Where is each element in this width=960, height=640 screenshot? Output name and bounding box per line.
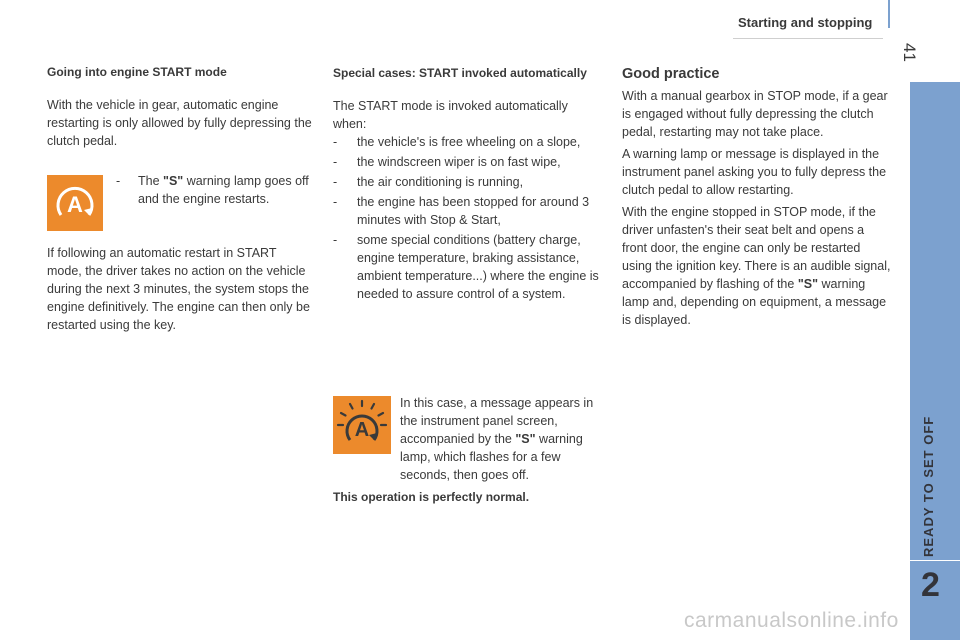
- col2-intro-block: [333, 97, 603, 133]
- icon-letter: A: [354, 419, 370, 441]
- bullet-text-pre: The: [138, 174, 164, 188]
- col2-closing-block: [333, 488, 605, 506]
- para3-text-pre: With the engine stopped in STOP mode, if the driver unfasten's their seat belt and opens a front door, the engine can only be restarted using the ignition key. There is an audible signal, accompanied by flashing of the: [622, 205, 891, 291]
- col2-note: [400, 394, 605, 484]
- col1-bullet: [116, 172, 316, 208]
- col2-condition-list: [333, 133, 605, 303]
- list-item: - some special conditions (battery charge, engine temperature, braking assistance, ambient temperature...) where the engine is needed to assure control of a system.: [333, 231, 605, 303]
- col1-heading: Going into engine START mode: [47, 65, 227, 79]
- auto-restart-flashing-icon: [333, 396, 391, 454]
- para3-text-post: warning lamp and, depending on equipment, a message is displayed.: [622, 277, 887, 327]
- col1-para2-block: [47, 244, 312, 334]
- chapter-title: READY TO SET OFF: [921, 415, 936, 557]
- auto-stop-start-icon: [47, 175, 103, 231]
- list-item: - the vehicle's is free wheeling on a slope,: [333, 133, 605, 151]
- col2-intro: The START mode is invoked automatically when:: [333, 99, 568, 131]
- col2-closing: This operation is perfectly normal.: [333, 490, 530, 504]
- col1-para2: If following an automatic restart in START mode, the driver takes no action on the vehicle during the next 3 minutes, the system stops the engine definitively. The engine can then only be restarted using the key.: [47, 246, 310, 332]
- list-item: - the windscreen wiper is on fast wipe,: [333, 153, 605, 171]
- col1-bullet-text: [116, 172, 316, 208]
- list-item: - the air conditioning is running,: [333, 173, 605, 191]
- bullet-text-post: warning lamp goes off and the engine restarts.: [138, 174, 309, 206]
- col3-para1: With a manual gearbox in STOP mode, if a gear is engaged without fully depressing the clutch pedal, restarting may not take place.: [622, 89, 888, 139]
- col3-heading-block: [622, 65, 892, 83]
- note-text-post: warning lamp, which flashes for a few seconds, then goes off.: [400, 432, 583, 482]
- bullet-text-bold: "S": [163, 174, 184, 188]
- icon-letter: A: [67, 192, 83, 217]
- col1-para1-block: [47, 96, 317, 150]
- col2-note-block: [400, 394, 605, 484]
- list-item: - the engine has been stopped for around 3 minutes with Stop & Start,: [333, 193, 605, 229]
- header-accent-bar: [888, 0, 890, 28]
- header-divider: [733, 38, 883, 39]
- note-text-pre: In this case, a message appears in the instrument panel screen, accompanied by the: [400, 396, 594, 446]
- col3-para3: [622, 203, 892, 329]
- col2-list-block: [333, 133, 605, 303]
- bullet-dash: -: [116, 174, 121, 188]
- col3-heading: Good practice: [622, 66, 720, 82]
- watermark: carmanualsonline.info: [684, 609, 899, 632]
- col2-heading-block: [333, 67, 603, 80]
- chapter-divider: [910, 560, 960, 561]
- section-title: Starting and stopping: [738, 15, 873, 30]
- col3-body: [622, 87, 892, 329]
- page-number: 41: [900, 43, 919, 62]
- col3-para2: A warning lamp or message is displayed in the instrument panel asking you to fully depress the clutch pedal to allow restarting.: [622, 147, 887, 197]
- para3-text-bold: "S": [797, 277, 819, 291]
- chapter-number: 2: [921, 566, 940, 604]
- col1-para1: With the vehicle in gear, automatic engine restarting is only allowed by fully depressing the clutch pedal.: [47, 98, 312, 148]
- flashing-warning-lamp-icon: [333, 396, 391, 454]
- col1-heading-block: [47, 66, 317, 79]
- note-text-bold: "S": [515, 432, 536, 446]
- col2-heading: Special cases: START invoked automatically: [333, 66, 587, 80]
- auto-restart-icon: [47, 175, 103, 231]
